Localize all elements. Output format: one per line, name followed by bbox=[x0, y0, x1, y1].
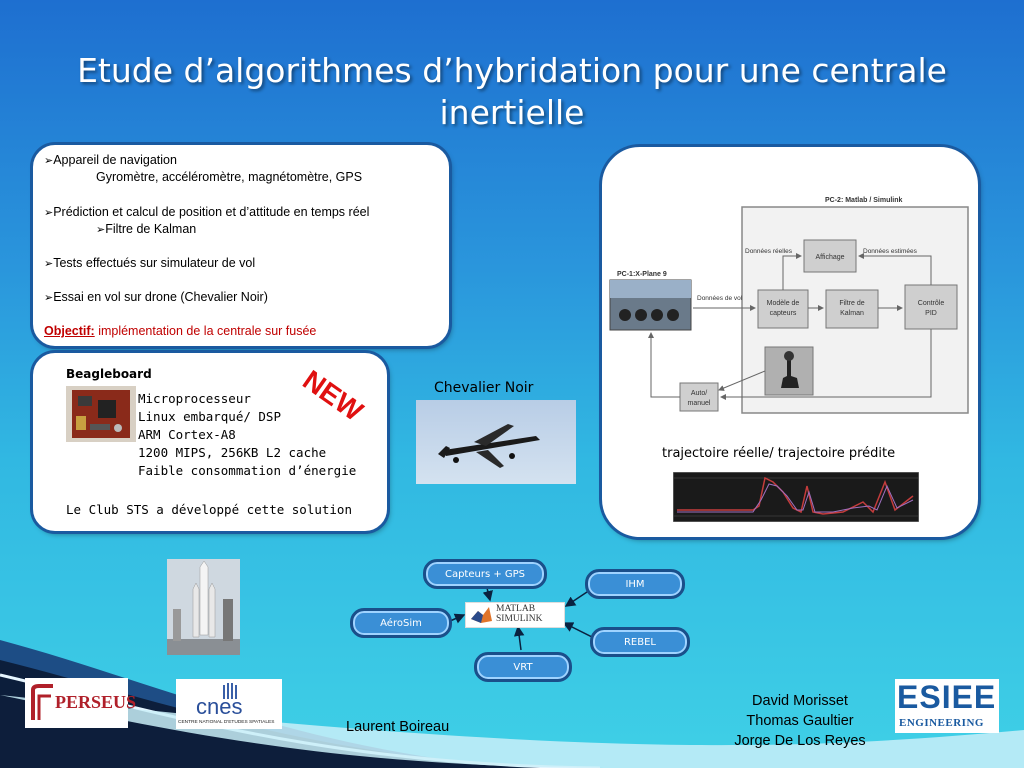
bullet-flight-test bbox=[44, 290, 268, 304]
objective-text: implémentation de la centrale sur fusée bbox=[98, 324, 317, 338]
block-label: Modèle de bbox=[766, 300, 800, 307]
arrow-bullet-icon: ➢ bbox=[44, 155, 54, 167]
block-label: Contrôle bbox=[917, 300, 945, 307]
spec-line: Faible consommation d’énergie bbox=[138, 463, 357, 478]
beagleboard-photo bbox=[66, 386, 136, 442]
matlab-text: MATLAB bbox=[496, 604, 536, 614]
drone-photo bbox=[416, 400, 576, 484]
block-label: Auto/ bbox=[690, 390, 708, 397]
cnes-subtitle: CENTRE NATIONAL D'ETUDES SPATIALES bbox=[178, 720, 275, 725]
simulink-text: SIMULINK bbox=[496, 614, 543, 624]
page-title: Etude d’algorithmes d’hybridation pour une centrale inertielle bbox=[77, 51, 947, 132]
credit-left-name: Laurent Boireau bbox=[346, 719, 450, 735]
node-vrt: VRT bbox=[474, 652, 572, 682]
trajectory-plot bbox=[673, 472, 919, 522]
author-name: Jorge De Los Reyes bbox=[734, 733, 866, 749]
bullet-text: Essai en vol sur drone (Chevalier Noir) bbox=[53, 290, 268, 304]
bullet-text: Filtre de Kalman bbox=[105, 222, 197, 236]
simulation-diagram-panel bbox=[602, 147, 978, 537]
beagleboard-title: Beagleboard bbox=[66, 367, 152, 381]
spec-line: ARM Cortex-A8 bbox=[138, 427, 236, 442]
donnees-estimees-label: Données estimées bbox=[863, 248, 917, 255]
bullet-prediction bbox=[44, 205, 369, 219]
trajectory-label: trajectoire réelle/ trajectoire prédite bbox=[662, 446, 896, 461]
new-badge: NEW bbox=[297, 364, 369, 428]
spec-line: Microprocesseur bbox=[138, 391, 251, 406]
node-ihm: IHM bbox=[585, 569, 685, 599]
arrow-bullet-icon: ➢ bbox=[96, 224, 106, 236]
block-label: manuel bbox=[687, 400, 711, 407]
pc2-title: PC-2: Matlab / Simulink bbox=[825, 197, 903, 204]
drone-label: Chevalier Noir bbox=[434, 380, 534, 396]
spec-line: Linux embarqué/ DSP bbox=[138, 409, 281, 424]
perseus-logo-text: PERSEUS bbox=[55, 692, 137, 712]
pc1-title: PC-1:X-Plane 9 bbox=[617, 271, 667, 278]
rocket-photo bbox=[167, 559, 240, 655]
credit-right-names bbox=[710, 691, 890, 751]
block-label: capteurs bbox=[769, 310, 797, 317]
donnees-de-vol-label: Données de vol bbox=[697, 295, 743, 302]
cnes-logo-text: cnes bbox=[196, 694, 243, 719]
block-label: Affichage bbox=[815, 254, 845, 261]
matlab-logo-text bbox=[496, 604, 542, 624]
block-label: Filtre de bbox=[839, 300, 865, 307]
esiee-logo bbox=[895, 679, 999, 733]
sub-bullet-kalman bbox=[96, 222, 196, 236]
perseus-logo bbox=[25, 678, 137, 728]
block-label: Kalman bbox=[840, 310, 864, 317]
bullet-text: Appareil de navigation bbox=[53, 153, 177, 167]
matlab-membrane-icon bbox=[469, 605, 493, 625]
esiee-subtitle: ENGINEERING bbox=[899, 717, 984, 729]
pid-control-block bbox=[905, 285, 957, 329]
arrow-bullet-icon: ➢ bbox=[44, 292, 54, 304]
bullet-text: Prédiction et calcul de position et d’attitude en temps réel bbox=[53, 205, 370, 219]
matlab-simulink-logo bbox=[465, 602, 565, 628]
club-note: Le Club STS a développé cette solution bbox=[66, 502, 352, 517]
modele-capteurs-block bbox=[758, 290, 808, 328]
arrow-bullet-icon: ➢ bbox=[44, 207, 54, 219]
objective-label: Objectif: bbox=[44, 324, 95, 338]
donnees-reelles-label: Données réelles bbox=[745, 248, 792, 255]
node-rebel: REBEL bbox=[590, 627, 690, 657]
kalman-filter-block bbox=[826, 290, 878, 328]
cnes-logo bbox=[176, 679, 282, 729]
node-capteurs-gps: Capteurs + GPS bbox=[423, 559, 547, 589]
sensor-list: Gyromètre, accéléromètre, magnétomètre, GPS bbox=[96, 170, 363, 184]
navigation-panel bbox=[33, 145, 449, 346]
block-label: PID bbox=[925, 310, 937, 317]
author-name: David Morisset bbox=[752, 693, 848, 709]
spec-line: 1200 MIPS, 256KB L2 cache bbox=[138, 445, 327, 460]
objective-line bbox=[44, 324, 316, 338]
bullet-tests bbox=[44, 256, 255, 270]
bullet-navigation bbox=[44, 153, 177, 167]
node-aerosim: AéroSim bbox=[350, 608, 452, 638]
author-name: Thomas Gaultier bbox=[746, 713, 854, 729]
bullet-text: Tests effectués sur simulateur de vol bbox=[53, 256, 256, 270]
arrow-bullet-icon: ➢ bbox=[44, 258, 54, 270]
esiee-logo-text: ESIEE bbox=[897, 679, 997, 715]
